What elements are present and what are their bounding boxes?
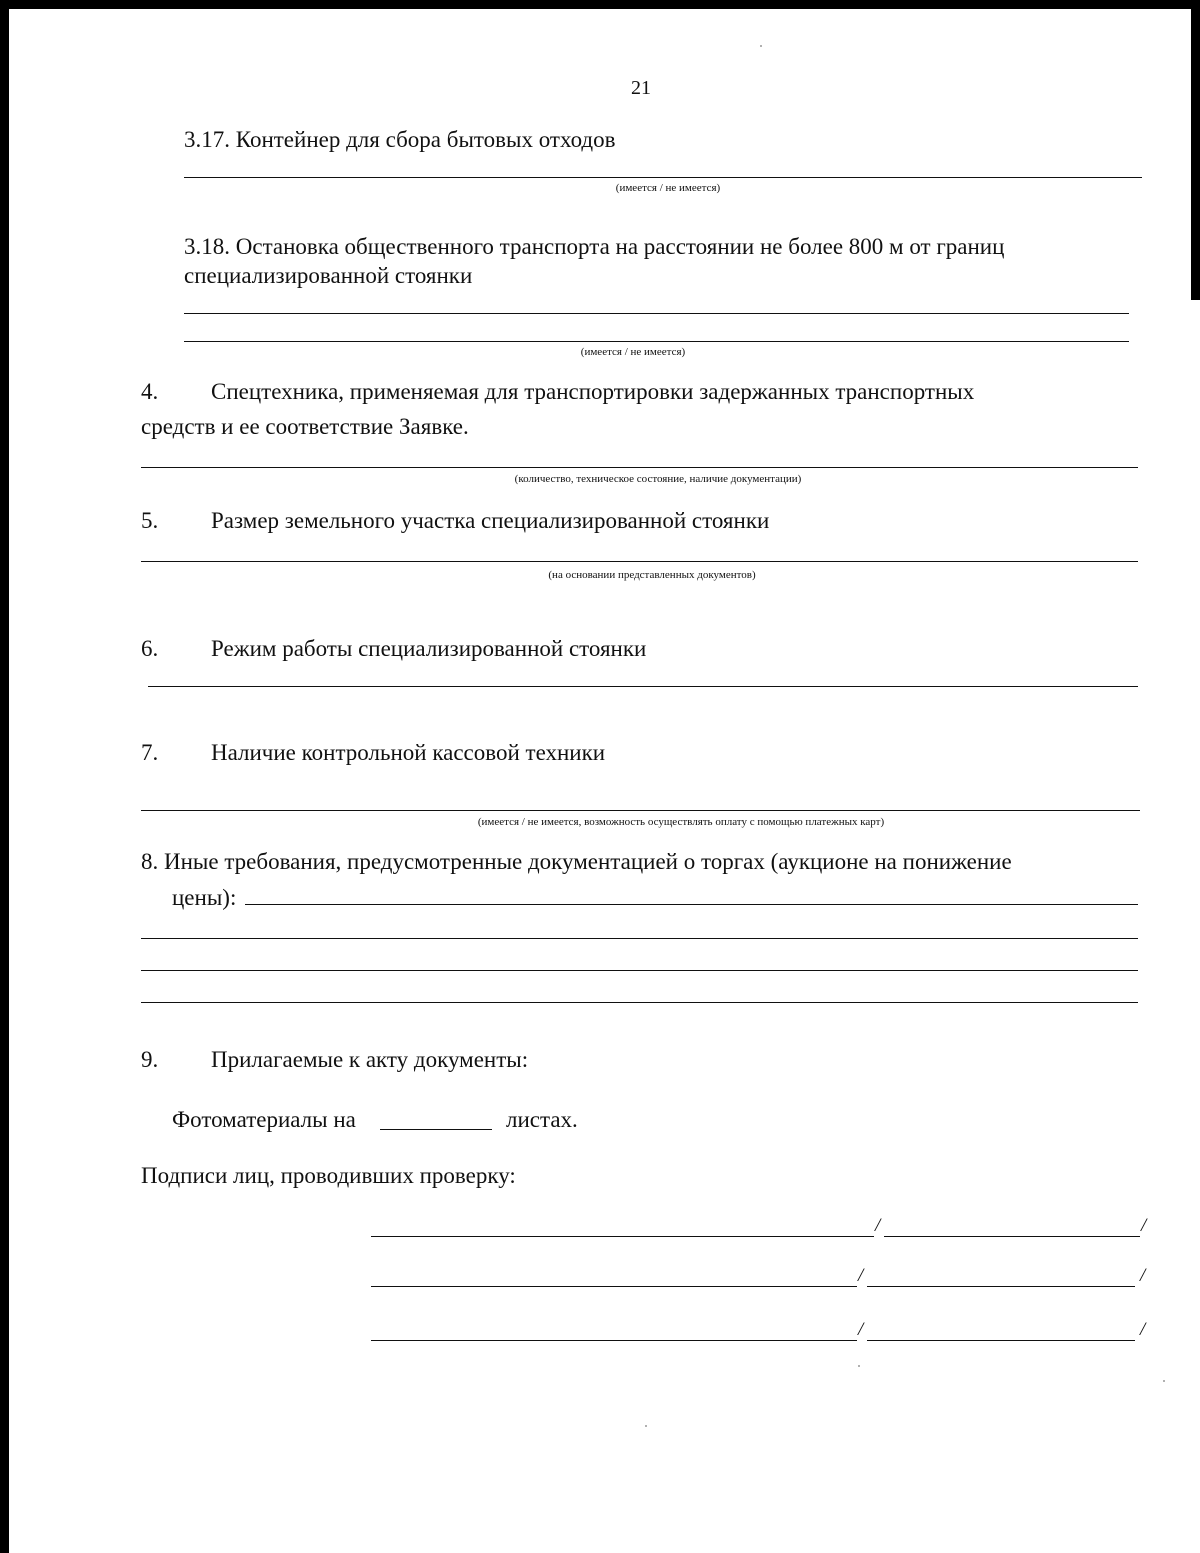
item-4-number: 4. <box>141 379 159 404</box>
item-9-number: 9. <box>141 1047 159 1072</box>
item-6-number: 6. <box>141 636 159 661</box>
photo-materials-suffix: листах. <box>506 1107 578 1132</box>
item-5-text: Размер земельного участка специализированной стоянки <box>211 508 770 533</box>
item-4-line1: Спецтехника, применяемая для транспортировки задержанных транспортных <box>211 379 975 404</box>
item-4-caption: (количество, техническое состояние, наличие документации) <box>514 473 802 485</box>
scan-speck <box>760 45 762 47</box>
item-3-17-answer-line <box>184 177 1142 178</box>
item-8-answer-line-2 <box>141 938 1138 939</box>
scan-speck <box>1163 1380 1165 1382</box>
item-3-18-line1: 3.18. Остановка общественного транспорта на расстоянии не более 800 м от границ <box>184 234 1005 259</box>
photo-sheets-count-blank <box>380 1129 492 1130</box>
signature-2-separator: / <box>858 1265 864 1286</box>
item-6-answer-line <box>148 686 1138 687</box>
signature-2-line <box>371 1286 857 1287</box>
signature-1-separator: / <box>875 1215 881 1236</box>
item-3-17-caption: (имеется / не имеется) <box>615 182 721 194</box>
item-7-number: 7. <box>141 740 159 765</box>
signature-2-name-line <box>867 1286 1135 1287</box>
scan-edge-top <box>0 0 1200 9</box>
scan-speck <box>645 1425 647 1427</box>
item-8-answer-line-3 <box>141 970 1138 971</box>
scan-speck <box>858 1365 860 1367</box>
item-5-answer-line <box>141 561 1138 562</box>
signature-2-end-separator: / <box>1140 1265 1146 1286</box>
item-4-answer-line <box>141 467 1138 468</box>
item-3-18-caption: (имеется / не имеется) <box>580 346 686 358</box>
signature-3-separator: / <box>858 1319 864 1340</box>
item-3-18-answer-line-1 <box>184 313 1129 314</box>
item-4-line2: средств и ее соответствие Заявке. <box>141 414 469 439</box>
item-8-line1: 8. Иные требования, предусмотренные документацией о торгах (аукционе на понижение <box>141 849 1012 874</box>
item-7-text: Наличие контрольной кассовой техники <box>211 740 606 765</box>
signature-3-line <box>371 1340 857 1341</box>
item-8-answer-line-1 <box>245 904 1138 905</box>
item-7-answer-line <box>141 810 1140 811</box>
signature-1-end-separator: / <box>1141 1215 1147 1236</box>
scan-edge-right <box>1191 0 1200 300</box>
signatures-label: Подписи лиц, проводивших проверку: <box>141 1163 516 1188</box>
item-7-caption: (имеется / не имеется, возможность осуществлять оплату с помощью платежных карт) <box>477 816 885 828</box>
item-8-line2: цены): <box>172 885 237 910</box>
photo-materials-prefix: Фотоматериалы на <box>172 1107 356 1132</box>
scan-edge-left <box>0 0 9 1553</box>
item-5-number: 5. <box>141 508 159 533</box>
item-3-17-text: 3.17. Контейнер для сбора бытовых отходов <box>184 127 616 152</box>
signature-3-name-line <box>867 1340 1135 1341</box>
item-5-caption: (на основании представленных документов) <box>548 569 756 581</box>
item-8-answer-line-4 <box>141 1002 1138 1003</box>
signature-1-name-line <box>884 1236 1140 1237</box>
page-number: 21 <box>631 77 651 99</box>
signature-3-end-separator: / <box>1140 1319 1146 1340</box>
signature-1-line <box>371 1236 874 1237</box>
item-3-18-answer-line-2 <box>184 341 1129 342</box>
item-3-18-line2: специализированной стоянки <box>184 263 473 288</box>
item-6-text: Режим работы специализированной стоянки <box>211 636 647 661</box>
item-9-text: Прилагаемые к акту документы: <box>211 1047 529 1072</box>
